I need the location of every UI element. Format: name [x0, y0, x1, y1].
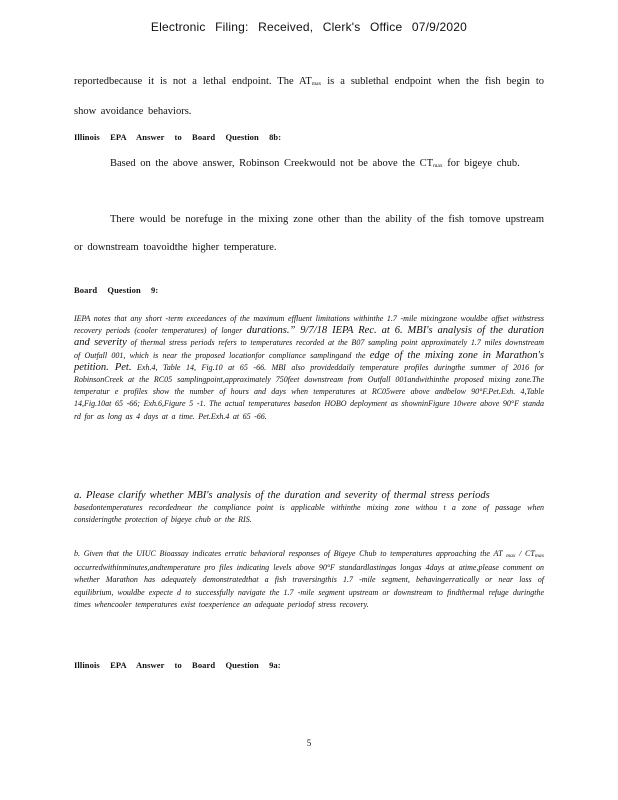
ctmax-subscript: max — [433, 163, 443, 169]
q9-text-e: Exh.4, Table 14, Fig.10 at 65 -66. MBI also provideddaily temperature profiles duringthe summer of 2016 for RobinsonCreek at the RC05 samplingpoint,approximately 750feet downstream from Outfall 001andwithinthe proposed mixing zone.The temperatur e profiles show the number of hours and days when temperatures at RC05were above andbelow 90°F.Pet.Exh. 4,Table 14,Fig.10at 65 -66; Exh.6,Figure 5 -1. The actual temperatures basedon HOBO deployment as showninFigure 10were above 90°F standa rd for as long as 4 days at a time. Pet.Exh.4 at 65 -66. — [74, 362, 545, 421]
answer-8b-paragraph-1 — [74, 150, 544, 180]
question-9-body — [74, 313, 544, 423]
page-number: 5 — [306, 738, 312, 748]
q9b-ctmax-subscript: max — [534, 553, 545, 559]
answer-8b-heading: Illinois EPA Answer to Board Question 8b: — [74, 132, 282, 142]
q9-text-b: durations.” 9/7/18 IEPA Rec. at 6. MBI's analysis of the duration and severity — [74, 325, 545, 349]
question-9b — [74, 548, 544, 611]
answer-9a-heading: Illinois EPA Answer to Board Question 9a: — [74, 660, 281, 670]
q9a-lead: a. Please clarify whether MBI's analysis of the duration and severity of thermal stress periods — [74, 490, 490, 501]
q9b-mid: / CT — [519, 549, 535, 558]
filing-stamp-header: Electronic Filing: Received, Clerk's Office 07/9/2020 — [150, 20, 468, 34]
board-question-9-heading: Board Question 9: — [74, 285, 159, 295]
atmax-subscript: max — [311, 81, 322, 87]
answer-8b-p1-start: Based on the above answer, Robinson Creekwould not be above the CT — [110, 158, 434, 169]
question-9a — [74, 490, 544, 527]
intro-line1: reportedbecause it is not a lethal endpoint. The AT — [74, 76, 312, 87]
q9b-start: b. Given that the UIUC Bioassay indicates erratic behavioral responses of Bigeye Chub to temperatures approaching the AT — [74, 549, 503, 558]
q9a-rest: basedontemperatures recordednear the compliance point is applicable withinthe mixing zone withou t a zone of passage when consideringthe protection of bigeye chub or the RIS. — [74, 503, 544, 525]
intro-line1-end: is a sublethal endpoint when the fish begin — [327, 76, 530, 87]
intro-line2: to show avoidance behaviors. — [74, 76, 544, 117]
q9-text-a: IEPA notes that any short -term exceedances of the maximum effluent limitations withinthe 1.7 -mile mixingzone wouldbe offset withstress recovery periods (cooler temperatures) of longer — [74, 314, 544, 336]
intro-paragraph — [74, 68, 544, 126]
q9-text-d: edge of the mixing zone in Marathon's petition. Pet. — [74, 349, 545, 373]
q9b-end: occurredwithinminutes,andtemperature pro files indicating levels above 90°F standardlastingas longas 4days at atime,please comment on whether Marathon has adequately demonstratedthat a fish traversingthis 1.7 -mile segment, behavingerratically or near loss of equilibrium, wouldbe expecte d to successfully navigate the 1.7 -mile segment upstream or downstream to findthermal refuge duringthe times whencooler temperatures exist toexperience an adequate periodof stress recovery. — [74, 563, 544, 609]
answer-8b-p1-end: for bigeye chub. — [447, 158, 520, 169]
q9b-atmax-subscript: max — [506, 553, 516, 559]
q9-text-c: of thermal stress periods refers to temperatures recorded at the B07 sampling point approximately 1.7 miles downstream of Outfall 001, which is near the proposed locationfor compliance samplingand the — [74, 338, 544, 360]
answer-8b-paragraph-2: There would be norefuge in the mixing zone other than the ability of the fish tomove upstream or downstream toavoidthe higher temperature. — [74, 214, 544, 253]
